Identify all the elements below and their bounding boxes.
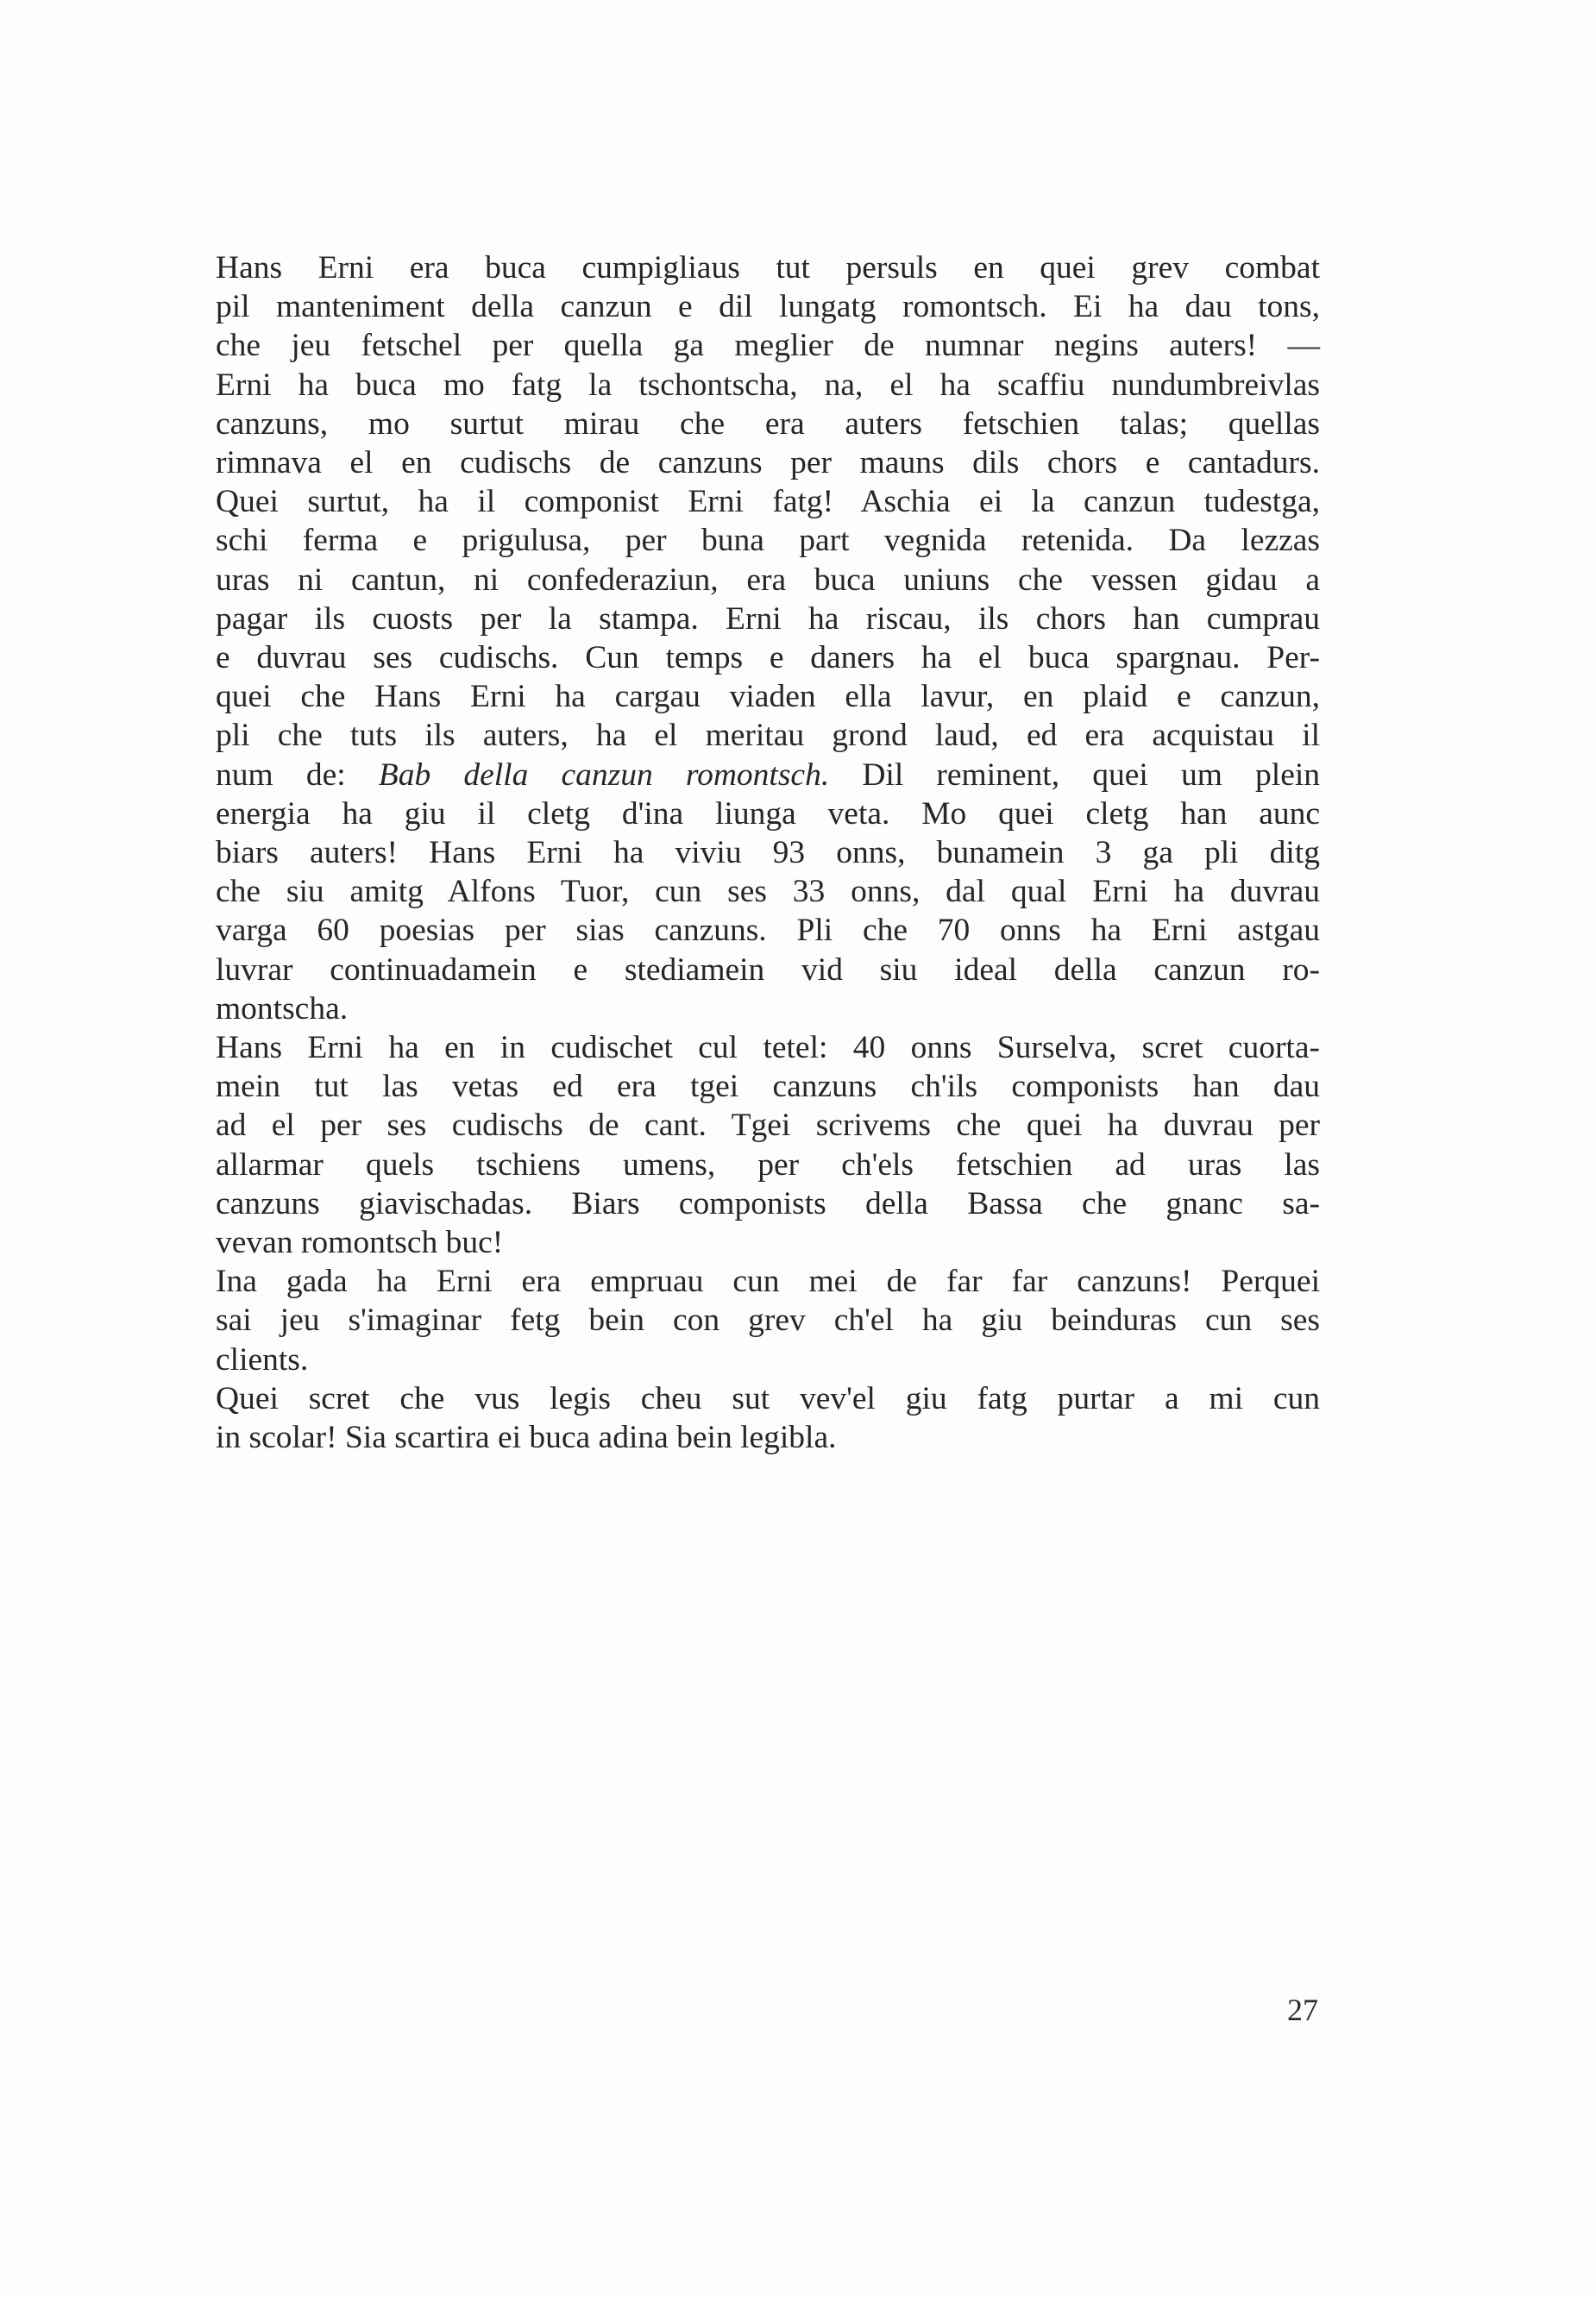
text-line: luvrar continuadamein e stediamein vid siu ideal della canzun ro-	[216, 951, 1320, 988]
text-line: pli che tuts ils auters, ha el meritau grond laud, ed era acquistau il	[216, 718, 1320, 754]
text-line: Erni ha buca mo fatg la tschontscha, na, el ha scaffiu nundumbreivlas	[216, 367, 1320, 403]
text-line: che siu amitg Alfons Tuor, cun ses 33 onns, dal qual Erni ha duvrau	[216, 874, 1320, 910]
text-line: allarmar quels tschiens umens, per ch'els fetschien ad uras las	[216, 1146, 1320, 1183]
paragraph	[216, 1379, 1320, 1457]
text-line: Quei surtut, ha il componist Erni fatg! Aschia ei la canzun tudestga,	[216, 484, 1320, 520]
text-line: Hans Erni ha en in cudischet cul tetel: 40 onns Surselva, scret cuorta-	[216, 1030, 1320, 1066]
text-line: clients.	[216, 1341, 309, 1378]
text-line: num de: Bab della canzun romontsch. Dil reminent, quei um plein	[216, 757, 1321, 793]
italic-title: Bab della canzun romontsch.	[378, 757, 830, 793]
text-line: energia ha giu il cletg d'ina liunga veta. Mo quei cletg han aunc	[216, 795, 1320, 832]
text-line: uras ni cantun, ni confederaziun, era buca uniuns che vessen gidau a	[216, 562, 1320, 598]
paragraph	[216, 1262, 1320, 1379]
body-text	[216, 248, 1320, 1457]
text-line: e duvrau ses cudischs. Cun temps e daners ha el buca spargnau. Per-	[216, 640, 1320, 676]
text-line: Hans Erni era buca cumpigliaus tut persuls en quei grev combat	[216, 250, 1320, 286]
text-line: pagar ils cuosts per la stampa. Erni ha riscau, ils chors han cumprau	[216, 600, 1320, 637]
text-line: varga 60 poesias per sias canzuns. Pli che 70 onns ha Erni astgau	[216, 913, 1320, 949]
text-line: in scolar! Sia scartira ei buca adina bein legibla.	[216, 1420, 837, 1456]
text-line: ad el per ses cudischs de cant. Tgei scrivems che quei ha duvrau per	[216, 1108, 1320, 1144]
text-line: pil manteniment della canzun e dil lungatg romontsch. Ei ha dau tons,	[216, 289, 1320, 325]
text-line: Quei scret che vus legis cheu sut vev'el giu fatg purtar a mi cun	[216, 1380, 1320, 1416]
text-line: montscha.	[216, 990, 349, 1027]
text-line: schi ferma e prigulusa, per buna part vegnida retenida. Da lezzas	[216, 523, 1320, 559]
paragraph	[216, 248, 1320, 1028]
text-line: biars auters! Hans Erni ha viviu 93 onns, bunamein 3 ga pli ditg	[216, 835, 1320, 871]
text-line: quei che Hans Erni ha cargau viaden ella lavur, en plaid e canzun,	[216, 679, 1320, 715]
text-line: vevan romontsch buc!	[216, 1225, 504, 1261]
text-line: sai jeu s'imaginar fetg bein con grev ch'el ha giu beinduras cun ses	[216, 1303, 1320, 1339]
text-line: canzuns giavischadas. Biars componists della Bassa che gnanc sa-	[216, 1185, 1320, 1221]
text-line: mein tut las vetas ed era tgei canzuns ch'ils componists han dau	[216, 1069, 1320, 1105]
page-number: 27	[1287, 1993, 1318, 2027]
text-line: Ina gada ha Erni era empruau cun mei de far far canzuns! Perquei	[216, 1264, 1320, 1300]
text-line: che jeu fetschel per quella ga meglier de numnar negins auters! —	[216, 328, 1320, 364]
text-line: canzuns, mo surtut mirau che era auters fetschien talas; quellas	[216, 405, 1320, 442]
paragraph	[216, 1028, 1320, 1262]
text-line: rimnava el en cudischs de canzuns per mauns dils chors e cantadurs.	[216, 445, 1320, 481]
